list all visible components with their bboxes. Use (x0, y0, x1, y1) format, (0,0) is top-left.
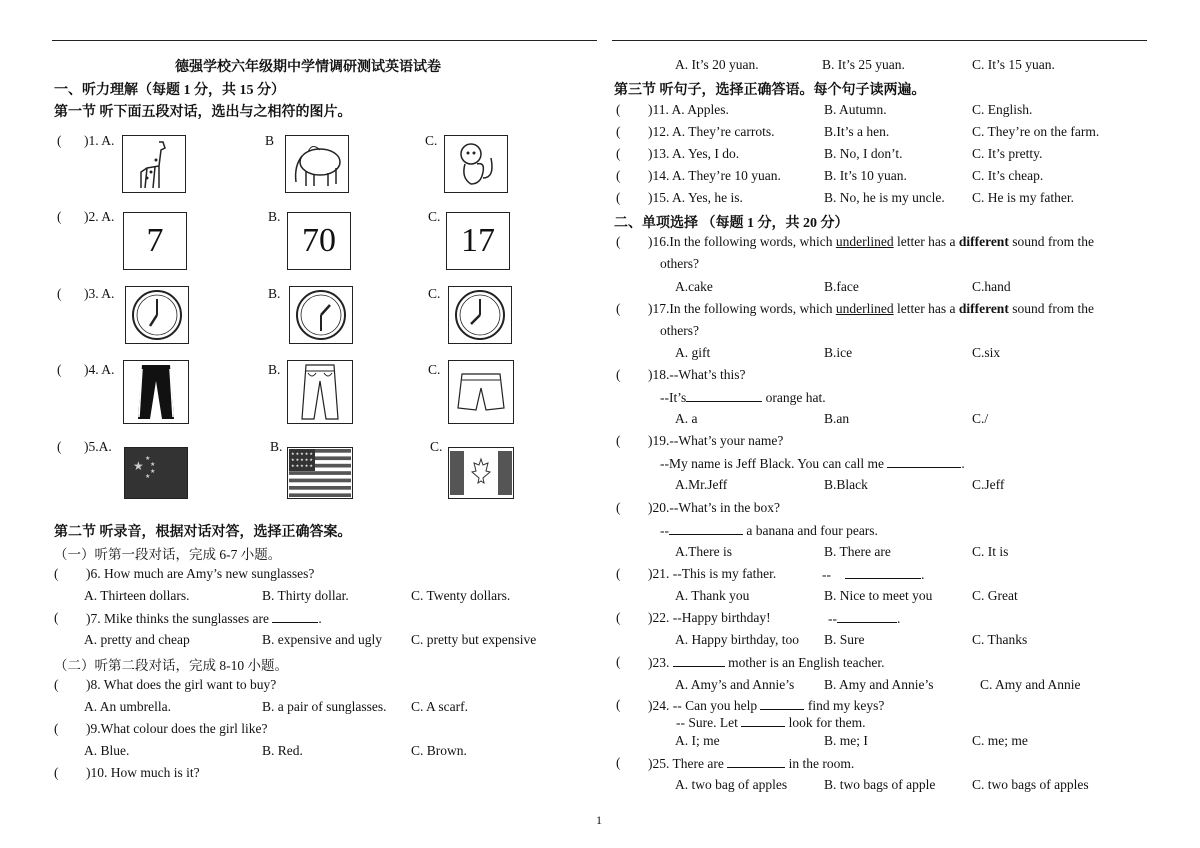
option-c[interactable]: C. two bags of apples (972, 777, 1089, 792)
option-b[interactable]: B. There are (824, 544, 891, 559)
question-label: )5.A. (84, 439, 112, 454)
answer-paren[interactable]: ( (616, 124, 621, 139)
option-b-label: B. (268, 286, 281, 301)
answer-blank[interactable] (837, 610, 897, 623)
option-b[interactable]: B.face (824, 279, 859, 294)
option-a[interactable]: A. Thank you (675, 588, 750, 603)
option-c[interactable]: C.six (972, 345, 1001, 360)
option-b[interactable]: B. Amy and Annie’s (824, 677, 934, 692)
option-b[interactable]: B. me; I (824, 733, 868, 748)
answer-paren[interactable]: ( (54, 677, 59, 692)
option-c[interactable]: C. They’re on the farm. (972, 124, 1100, 139)
option-c[interactable]: C. Thanks (972, 632, 1028, 647)
section3-heading: 第三节 听句子，选择正确答语。每个句子读两遍。 (614, 83, 926, 98)
svg-text:★: ★ (133, 459, 144, 473)
option-b[interactable]: B.Black (824, 477, 868, 492)
question-option-a[interactable]: )15. A. Yes, he is. (648, 190, 743, 205)
option-b[interactable]: B. expensive and ugly (262, 632, 382, 647)
question-label: )2. A. (84, 209, 115, 224)
question-text-cont: others? (660, 256, 699, 271)
option-a[interactable]: A.cake (675, 279, 713, 294)
number-card-b: 70 (287, 212, 351, 270)
question-text: )17.In the following words, which underlined letter has a different sound from the (648, 301, 1094, 316)
answer-blank[interactable] (673, 654, 725, 667)
answer-paren[interactable]: ( (57, 439, 62, 454)
answer-blank[interactable] (741, 714, 785, 727)
option-b[interactable]: B. Nice to meet you (824, 588, 933, 603)
question-text: )22. --Happy birthday! (648, 610, 771, 625)
giraffe-icon (122, 135, 186, 193)
part2-heading: 二、单项选择 （每题 1 分，共 20 分） (614, 216, 849, 231)
option-c-label: C. (428, 362, 441, 377)
question-text-2: --It’s orange hat. (660, 390, 826, 405)
answer-blank[interactable] (887, 455, 961, 468)
clock-icon (448, 286, 512, 344)
top-rule-right (612, 40, 1147, 41)
question-label: )3. A. (84, 286, 115, 301)
answer-blank[interactable] (727, 755, 785, 768)
option-c-label: C. (430, 439, 443, 454)
answer-paren[interactable]: ( (57, 133, 62, 148)
answer-paren[interactable]: ( (616, 500, 621, 515)
option-c[interactable]: C. It’s 15 yuan. (972, 57, 1055, 72)
answer-paren[interactable]: ( (54, 721, 59, 736)
option-a[interactable]: A. Amy’s and Annie’s (675, 677, 795, 692)
question-text: )16.In the following words, which underlined letter has a different sound from the (648, 234, 1094, 249)
option-b[interactable]: B. Sure (824, 632, 865, 647)
answer-paren[interactable]: ( (616, 168, 621, 183)
question-option-a[interactable]: )13. A. Yes, I do. (648, 146, 740, 161)
canada-flag-icon (448, 447, 514, 499)
answer-paren[interactable]: ( (616, 367, 621, 382)
number-card-c: 17 (446, 212, 510, 270)
option-b-label: B. (268, 209, 281, 224)
question-text-2: --My name is Jeff Black. You can call me . (660, 456, 965, 471)
answer-paren[interactable]: ( (616, 433, 621, 448)
answer-paren[interactable]: ( (616, 146, 621, 161)
exam-title: 德强学校六年级期中学情调研测试英语试卷 (175, 60, 441, 75)
clock-icon (125, 286, 189, 344)
option-c[interactable]: C. He is my father. (972, 190, 1074, 205)
monkey-icon (444, 135, 508, 193)
top-rule-left (52, 40, 597, 41)
option-b[interactable]: B. a pair of sunglasses. (262, 699, 387, 714)
clock-icon (289, 286, 353, 344)
question-text-2: -- Sure. Let look for them. (676, 715, 866, 730)
answer-blank[interactable] (686, 389, 762, 402)
option-a[interactable]: A. two bag of apples (675, 777, 788, 792)
svg-text:★ ★ ★ ★ ★: ★ ★ ★ ★ ★ (291, 463, 313, 468)
option-a[interactable]: A.There is (675, 544, 732, 559)
part1-heading: 一、听力理解（每题 1 分，共 15 分） (54, 83, 285, 98)
question-text: )9.What colour does the girl like? (86, 721, 268, 736)
usa-flag-icon (287, 447, 353, 499)
option-a[interactable]: A. Blue. (84, 743, 130, 758)
option-b[interactable]: B.ice (824, 345, 853, 360)
option-c-label: C. (428, 286, 441, 301)
svg-text:★: ★ (145, 456, 151, 462)
answer-paren[interactable]: ( (616, 301, 621, 316)
answer-paren[interactable]: ( (616, 190, 621, 205)
question-text: )25. There are in the room. (648, 756, 855, 771)
answer-paren[interactable]: ( (57, 209, 62, 224)
option-c[interactable]: C. It is (972, 544, 1009, 559)
option-b[interactable]: B. It’s 25 yuan. (822, 57, 905, 72)
question-label: )1. A. (84, 133, 115, 148)
option-c[interactable]: C. Brown. (411, 743, 467, 758)
answer-paren[interactable]: ( (54, 765, 59, 780)
option-b[interactable]: B. two bags of apple (824, 777, 936, 792)
answer-blank[interactable] (272, 610, 318, 623)
option-c[interactable]: C.hand (972, 279, 1011, 294)
svg-text:★ ★ ★ ★ ★: ★ ★ ★ ★ ★ (291, 457, 313, 462)
answer-paren[interactable]: ( (616, 234, 621, 249)
section1-heading: 第一节 听下面五段对话，选出与之相符的图片。 (54, 105, 352, 120)
answer-paren[interactable]: ( (54, 610, 59, 625)
option-b[interactable]: B. It’s 10 yuan. (824, 168, 907, 183)
page-number: 1 (596, 813, 602, 827)
option-c[interactable]: C./ (972, 411, 989, 426)
answer-paren[interactable]: ( (616, 755, 621, 770)
question-text: )24. -- Can you help find my keys? (648, 698, 885, 713)
section2-heading: 第二节 听录音，根据对话对答，选择正确答案。 (54, 525, 352, 540)
question-text: )8. What does the girl want to buy? (86, 677, 277, 692)
answer-paren[interactable]: ( (54, 566, 59, 581)
option-a[interactable]: A. a (675, 411, 698, 426)
option-c[interactable]: C. me; me (972, 733, 1028, 748)
question-text-2: -- . (828, 611, 901, 626)
question-text: )7. Mike thinks the sunglasses are . (86, 611, 322, 626)
china-flag-icon (124, 447, 188, 499)
question-option-a[interactable]: )11. A. Apples. (648, 102, 729, 117)
question-text-2: -- a banana and four pears. (660, 523, 878, 538)
question-text-2: -- . (822, 567, 925, 582)
answer-paren[interactable]: ( (616, 566, 621, 581)
question-option-a[interactable]: )14. A. They’re 10 yuan. (648, 168, 781, 183)
svg-text:★: ★ (150, 462, 156, 468)
answer-paren[interactable]: ( (57, 286, 62, 301)
answer-paren[interactable]: ( (57, 362, 62, 377)
answer-paren[interactable]: ( (616, 102, 621, 117)
answer-blank[interactable] (669, 522, 743, 535)
question-text: )19.--What’s your name? (648, 433, 784, 448)
option-b[interactable]: B. Thirty dollar. (262, 588, 349, 603)
jeans-icon (287, 360, 353, 424)
elephant-icon (285, 135, 349, 193)
svg-text:★ ★ ★ ★ ★: ★ ★ ★ ★ ★ (291, 451, 313, 456)
question-text: )10. How much is it? (86, 765, 200, 780)
option-b[interactable]: B. No, I don’t. (824, 146, 903, 161)
option-c[interactable]: C. It’s cheap. (972, 168, 1044, 183)
answer-paren[interactable]: ( (616, 654, 621, 669)
option-c-label: C. (425, 133, 438, 148)
question-text: )20.--What’s in the box? (648, 500, 780, 515)
option-c[interactable]: C.Jeff (972, 477, 1005, 492)
question-option-a[interactable]: )12. A. They’re carrots. (648, 124, 775, 139)
answer-blank[interactable] (845, 566, 921, 579)
svg-text:★: ★ (150, 469, 156, 475)
option-a[interactable]: A. It’s 20 yuan. (675, 57, 759, 72)
option-b[interactable]: B.an (824, 411, 850, 426)
option-a[interactable]: A. I; me (675, 733, 720, 748)
question-text: )23. mother is an English teacher. (648, 655, 885, 670)
option-b-label: B. (268, 362, 281, 377)
option-c[interactable]: C. Amy and Annie (980, 677, 1081, 692)
option-c[interactable]: C. pretty but expensive (411, 632, 537, 647)
option-c[interactable]: C. A scarf. (411, 699, 468, 714)
option-b[interactable]: B. Autumn. (824, 102, 887, 117)
answer-paren[interactable]: ( (616, 610, 621, 625)
option-b[interactable]: B. No, he is my uncle. (824, 190, 945, 205)
option-c[interactable]: C. It’s pretty. (972, 146, 1043, 161)
question-text: )6. How much are Amy’s new sunglasses? (86, 566, 315, 581)
option-c[interactable]: C. Twenty dollars. (411, 588, 511, 603)
option-b[interactable]: B. Red. (262, 743, 303, 758)
shorts-icon (448, 360, 514, 424)
section2b-heading: （二）听第二段对话，完成 8-10 小题。 (54, 658, 288, 673)
option-c-label: C. (428, 209, 441, 224)
question-text: )21. --This is my father. (648, 566, 777, 581)
section2a-heading: （一）听第一段对话，完成 6-7 小题。 (54, 547, 282, 562)
question-text: )18.--What’s this? (648, 367, 746, 382)
option-b-label: B (265, 133, 275, 148)
option-a[interactable]: A.Mr.Jeff (675, 477, 728, 492)
option-b-label: B. (270, 439, 283, 454)
answer-blank[interactable] (760, 697, 804, 710)
answer-paren[interactable]: ( (616, 697, 621, 712)
option-a[interactable]: A. Thirteen dollars. (84, 588, 190, 603)
option-a[interactable]: A. gift (675, 345, 711, 360)
svg-text:★: ★ (145, 474, 151, 480)
trousers-icon (123, 360, 189, 424)
option-a[interactable]: A. pretty and cheap (84, 632, 190, 647)
option-a[interactable]: A. Happy birthday, too (675, 632, 799, 647)
question-label: )4. A. (84, 362, 115, 377)
option-c[interactable]: C. English. (972, 102, 1033, 117)
option-b[interactable]: B.It’s a hen. (824, 124, 890, 139)
number-card-a: 7 (123, 212, 187, 270)
option-a[interactable]: A. An umbrella. (84, 699, 171, 714)
question-text-cont: others? (660, 323, 699, 338)
option-c[interactable]: C. Great (972, 588, 1018, 603)
